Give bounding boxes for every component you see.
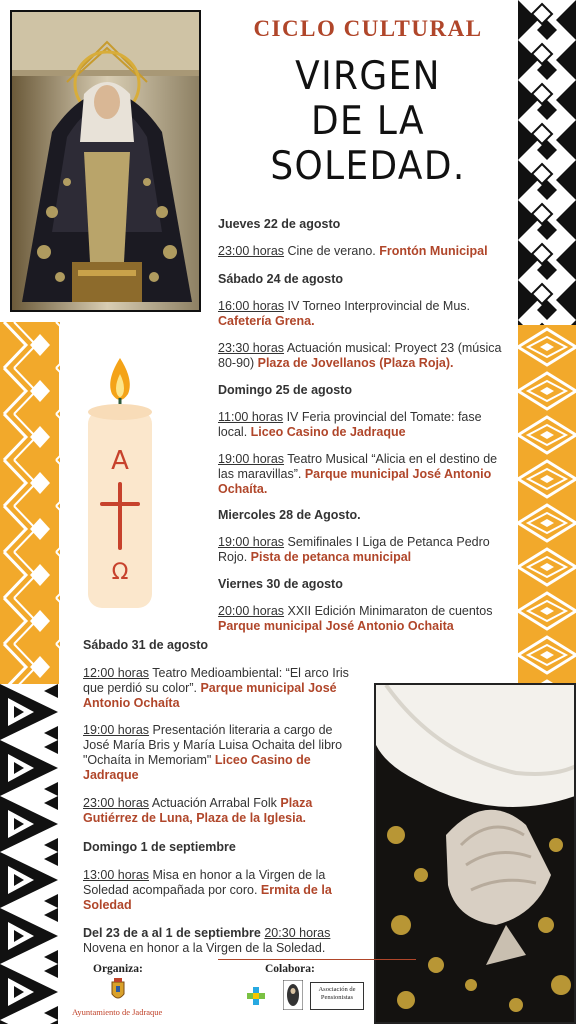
- virgin-emblem-icon: [283, 980, 303, 1010]
- event-item: [218, 452, 516, 497]
- event-item: [218, 244, 514, 259]
- event-desc: Actuación musical: Proyect 23 (música 80-90): [218, 341, 502, 370]
- event-time: 13:00 horas: [83, 868, 150, 882]
- day-heading: Sábado 24 de agosto: [218, 272, 344, 286]
- event-time: 23:00 horas: [83, 796, 150, 810]
- event-item: [83, 868, 358, 913]
- novena-range: Del 23 de a al 1 de septiembre: [83, 926, 261, 940]
- event-time: 11:00 horas: [218, 410, 284, 424]
- organiza-label: Organiza:: [93, 963, 143, 975]
- event-subtitle: CICLO CULTURAL: [253, 16, 483, 41]
- town-crest-icon: [108, 978, 128, 1004]
- event-place: Parque municipal José Antonio Ochaíta: [83, 681, 337, 710]
- title-line-2: DE LA: [311, 99, 425, 144]
- event-time: 23:30 horas: [218, 341, 285, 355]
- title-line-1: VIRGEN: [295, 54, 441, 99]
- event-item: [218, 535, 510, 565]
- praying-hands-illustration: [376, 685, 576, 1024]
- event-desc: Teatro Medioambiental: “El arco Iris que perdió su color”.: [83, 666, 349, 695]
- day-heading: Domingo 25 de agosto: [218, 383, 353, 397]
- colabora-label: Colabora:: [265, 963, 315, 975]
- event-time: 23:00 horas: [218, 244, 285, 258]
- event-place: Parque municipal José Antonio Ochaíta.: [218, 467, 492, 496]
- event-time: 12:00 horas: [83, 666, 150, 680]
- event-place: Plaza Gutiérrez de Luna, Plaza de la Iglesia.: [83, 796, 313, 825]
- event-item: [218, 341, 518, 371]
- event-time: 16:00 horas: [218, 299, 285, 313]
- event-item: [83, 666, 353, 711]
- event-desc: Misa en honor a la Virgen de la Soledad acompañada por coro.: [83, 868, 326, 897]
- association-logo: Asociación de Pensionistas: [310, 982, 364, 1010]
- novena-time: 20:30 horas: [264, 926, 331, 940]
- page-title: [236, 54, 501, 189]
- event-desc: Actuación Arrabal Folk: [149, 796, 281, 810]
- event-place: Frontón Municipal: [379, 244, 488, 258]
- event-desc: Teatro Musical “Alicia en el destino de las maravillas”.: [218, 452, 498, 481]
- collaborator-logo-icon: [243, 985, 267, 1009]
- event-desc: IV Torneo Interprovincial de Mus.: [284, 299, 471, 313]
- event-place: Liceo Casino de Jadraque: [250, 425, 406, 439]
- day-heading: Viernes 30 de agosto: [218, 577, 343, 591]
- event-item: [218, 604, 516, 634]
- novena-desc: Novena en honor a la Virgen de la Soledad.: [83, 941, 326, 955]
- event-place: Cafetería Grena.: [218, 314, 315, 328]
- day-heading: Jueves 22 de agosto: [218, 217, 341, 231]
- decorative-gold-strip-left: [0, 322, 60, 684]
- day-heading: Sábado 31 de agosto: [83, 638, 209, 652]
- candle-illustration: [80, 350, 160, 612]
- event-time: 19:00 horas: [218, 535, 285, 549]
- virgin-statue-photo: [10, 10, 201, 312]
- event-desc: Semifinales I Liga de Petanca Pedro Rojo.: [218, 535, 490, 564]
- decorative-zigzag-strip-top-right: [518, 0, 576, 325]
- footer-divider: [218, 959, 416, 960]
- event-item: [218, 299, 498, 329]
- decorative-gold-strip-right: [518, 325, 576, 683]
- event-place: Pista de petanca municipal: [250, 550, 412, 564]
- organizer-name: Ayuntamiento de Jadraque: [72, 1007, 163, 1017]
- event-time: 19:00 horas: [83, 723, 150, 737]
- event-item: [83, 723, 361, 783]
- praying-hands-photo: [374, 683, 576, 1024]
- event-desc: IV Feria provincial del Tomate: fase local.: [218, 410, 482, 439]
- event-desc: XXII Edición Minimaraton de cuentos: [284, 604, 493, 618]
- event-time: 19:00 horas: [218, 452, 285, 466]
- day-heading: Domingo 1 de septiembre: [83, 840, 236, 854]
- novena-item: [83, 926, 373, 956]
- virgin-statue-illustration: [12, 12, 201, 312]
- alpha-letter: A: [111, 446, 129, 476]
- event-desc: Presentación literaria a cargo de José María Bris y María Luisa Ochaita del libro "Ochaíta in Memoriam": [83, 723, 343, 767]
- event-place: Liceo Casino de Jadraque: [83, 753, 311, 782]
- event-desc: Cine de verano.: [284, 244, 380, 258]
- event-place: Ermita de la Soledad: [83, 883, 332, 912]
- event-place: Plaza de Jovellanos (Plaza Roja).: [257, 356, 454, 370]
- title-line-3: SOLEDAD.: [270, 144, 466, 189]
- day-heading: Miercoles 28 de Agosto.: [218, 508, 361, 522]
- omega-letter: Ω: [111, 560, 129, 585]
- decorative-zigzag-strip-bottom-left: [0, 684, 58, 1024]
- event-item: [218, 410, 508, 440]
- event-place: Parque municipal José Antonio Ochaita: [218, 619, 454, 633]
- event-item: [83, 796, 353, 826]
- event-time: 20:00 horas: [218, 604, 285, 618]
